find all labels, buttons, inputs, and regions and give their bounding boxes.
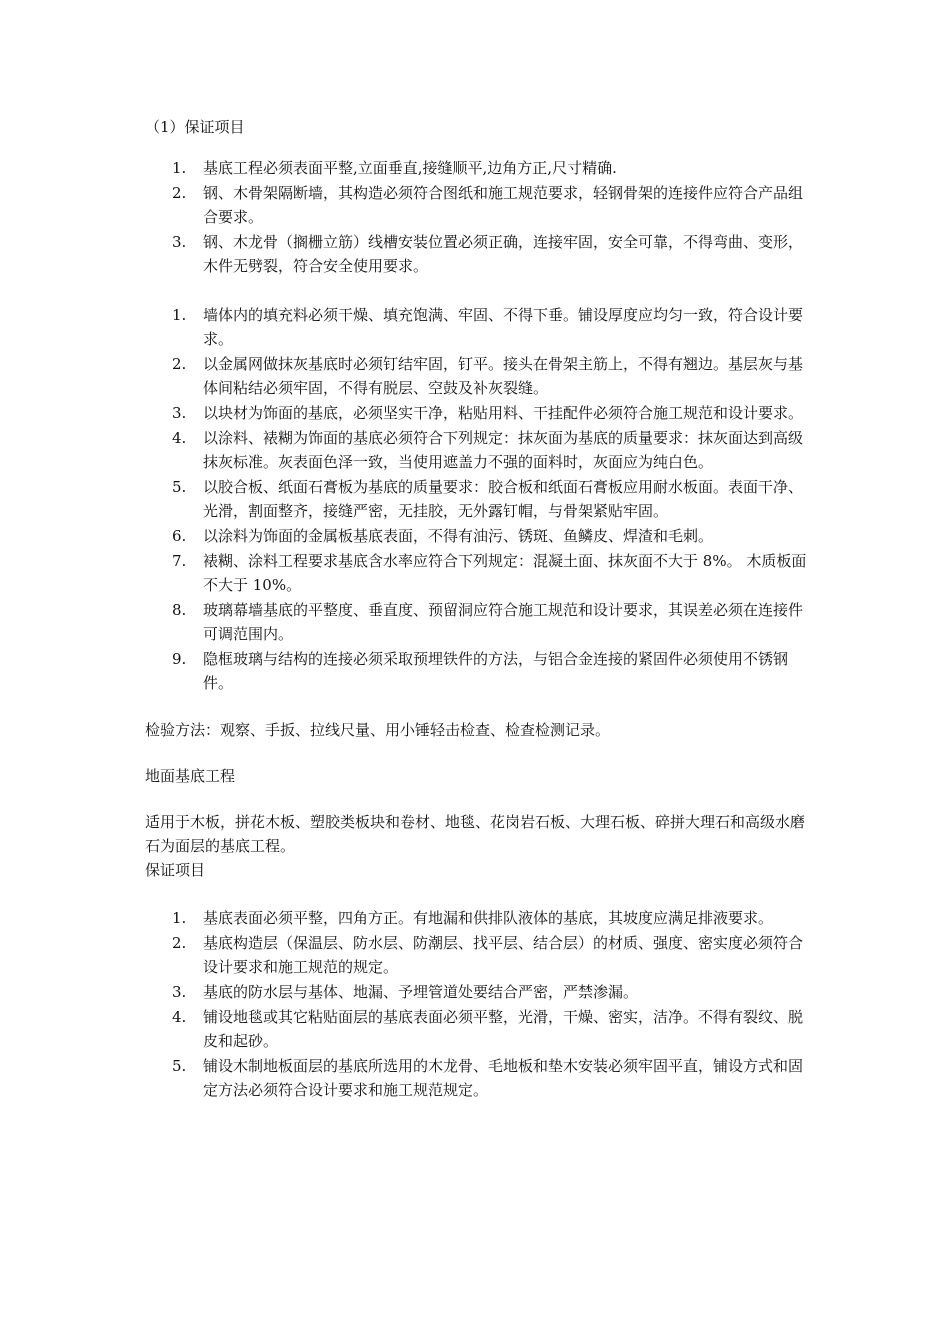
item-text: 裱糊、涂料工程要求基底含水率应符合下列规定：混凝土面、抹灰面不大于 8%。 木质板面不大于 10%。	[203, 552, 807, 594]
item-text: 以涂料为饰面的金属板基底表面，不得有油污、锈斑、鱼鳞皮、焊渣和毛刺。	[203, 527, 714, 545]
item-number: 5.	[172, 478, 187, 496]
item-text: 基底构造层（保温层、防水层、防潮层、找平层、结合层）的材质、强度、密实度必须符合设计要求和施工规范的规定。	[203, 934, 804, 976]
list-item	[145, 401, 810, 425]
list-item	[145, 524, 810, 548]
item-number: 7.	[172, 552, 187, 570]
item-text: 铺设木制地板面层的基底所选用的木龙骨、毛地板和垫木安装必须牢固平直，铺设方式和固定方法必须符合设计要求和施工规范规定。	[203, 1057, 804, 1099]
item-number: 2.	[172, 355, 187, 373]
item-text: 基底工程必须表面平整,立面垂直,接缝顺平,边角方正,尺寸精确.	[203, 159, 617, 177]
item-text: 玻璃幕墙基底的平整度、垂直度、预留洞应符合施工规范和设计要求，其误差必须在连接件可调范围内。	[203, 601, 804, 643]
document-page	[145, 115, 810, 1103]
item-number: 5.	[172, 1057, 187, 1075]
list-item	[145, 303, 810, 351]
list-item	[145, 1054, 810, 1102]
item-text: 钢、木龙骨（搁栅立筋）线槽安装位置必须正确，连接牢固，安全可靠，不得弯曲、变形，木件无劈裂，符合安全使用要求。	[203, 233, 804, 275]
list-floor-requirements	[145, 906, 810, 1102]
list-item	[145, 426, 810, 474]
subheading-guarantee: 保证项目	[145, 861, 206, 879]
item-text: 铺设地毯或其它粘贴面层的基底表面必须平整，光滑，干燥、密实，洁净。不得有裂纹、脱皮和起砂。	[203, 1008, 804, 1050]
list-item	[145, 549, 810, 597]
list-item	[145, 475, 810, 523]
item-number: 3.	[172, 233, 187, 251]
item-number: 4.	[172, 429, 187, 447]
item-number: 1.	[172, 159, 187, 177]
item-number: 2.	[172, 184, 187, 202]
item-number: 1.	[172, 306, 187, 324]
item-number: 3.	[172, 983, 187, 1001]
item-number: 2.	[172, 934, 187, 952]
item-text: 以涂料、裱糊为饰面的基底必须符合下列规定：抹灰面为基底的质量要求：抹灰面达到高级抹灰标准。灰表面色泽一致，当使用遮盖力不强的面料时，灰面应为纯白色。	[203, 429, 804, 471]
list-item	[145, 230, 810, 278]
list-item	[145, 156, 810, 180]
item-number: 3.	[172, 404, 187, 422]
item-number: 4.	[172, 1008, 187, 1026]
list-base-requirements	[145, 303, 810, 695]
item-number: 1.	[172, 909, 187, 927]
list-item	[145, 931, 810, 979]
list-item	[145, 906, 810, 930]
list-item	[145, 647, 810, 695]
list-item	[145, 1005, 810, 1053]
list-item	[145, 598, 810, 646]
item-text: 基底的防水层与基体、地漏、予埋管道处要结合严密，严禁渗漏。	[203, 983, 639, 1001]
section-heading-floor-base: 地面基底工程	[145, 767, 236, 785]
item-number: 6.	[172, 527, 187, 545]
item-number: 9.	[172, 650, 187, 668]
item-text: 以块材为饰面的基底，必须坚实干净，粘贴用料、干挂配件必须符合施工规范和设计要求。	[203, 404, 804, 422]
section-title-guarantee: （1）保证项目	[145, 118, 245, 136]
floor-base-intro: 适用于木板，拼花木板、塑胶类板块和卷材、地毯、花岗岩石板、大理石板、碎拼大理石和高级水磨石为面层的基底工程。	[145, 813, 806, 855]
list-partition-frame	[145, 156, 810, 278]
item-text: 基底表面必须平整，四角方正。有地漏和供排队液体的基底，其坡度应满足排液要求。	[203, 909, 774, 927]
item-number: 8.	[172, 601, 187, 619]
item-text: 钢、木骨架隔断墙，其构造必须符合图纸和施工规范要求，轻钢骨架的连接件应符合产品组合要求。	[203, 184, 804, 226]
item-text: 墙体内的填充料必须干燥、填充饱满、牢固、不得下垂。铺设厚度应均匀一致，符合设计要求。	[203, 306, 804, 348]
item-text: 以金属网做抹灰基底时必须钉结牢固，钉平。接头在骨架主筋上，不得有翘边。基层灰与基体间粘结必须牢固，不得有脱层、空鼓及补灰裂缝。	[203, 355, 804, 397]
list-item	[145, 352, 810, 400]
item-text: 以胶合板、纸面石膏板为基底的质量要求：胶合板和纸面石膏板应用耐水板面。表面干净、光滑，割面整齐，接缝严密，无挂胶，无外露钉帽，与骨架紧贴牢固。	[203, 478, 804, 520]
list-item	[145, 980, 810, 1004]
inspection-method: 检验方法：观察、手扳、拉线尺量、用小锤轻击检查、检查检测记录。	[145, 721, 611, 739]
list-item	[145, 181, 810, 229]
item-text: 隐框玻璃与结构的连接必须采取预埋铁件的方法，与铝合金连接的紧固件必须使用不锈钢件。	[203, 650, 789, 692]
